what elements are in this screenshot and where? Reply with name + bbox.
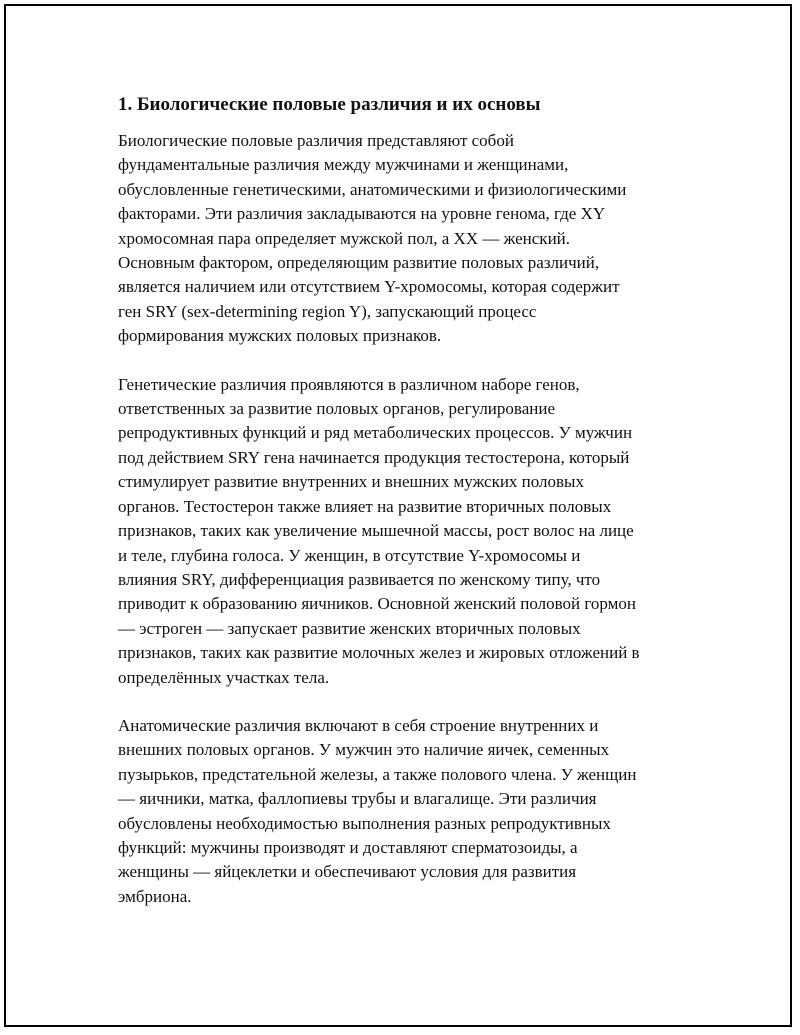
paragraph-3 (118, 714, 698, 909)
text-line: признаков, таких как развитие молочных желез и жировых отложений в (118, 643, 640, 663)
text-line: Анатомические различия включают в себя строение внутренних и (118, 715, 599, 735)
paragraph-2 (118, 373, 698, 690)
text-line: Биологические половые различия представляют собой (118, 131, 514, 150)
text-line: Генетические различия проявляются в различном наборе генов, (118, 374, 580, 394)
text-line: органов. Тестостерон также влияет на развитие вторичных половых (118, 496, 612, 516)
text-line: под действием SRY гена начинается продукция тестостерона, который (118, 447, 630, 467)
text-line: ген SRY (sex-determining region Y), запускающий процесс (118, 301, 537, 321)
text-line: формирования мужских половых признаков. (118, 326, 442, 346)
text-line: обусловленные генетическими, анатомическими и физиологическими (118, 179, 627, 199)
text-line: фундаментальные различия между мужчинами и женщинами, (118, 155, 569, 175)
text-line: — яичники, матка, фаллопиевы трубы и влагалище. Эти различия (118, 789, 597, 809)
text-line: хромосомная пара определяет мужской пол, а XX — женский. (118, 228, 571, 248)
text-line: и теле, глубина голоса. У женщин, в отсутствие Y-хромосомы и (118, 545, 581, 565)
text-line: эмбриона. (118, 886, 192, 906)
text-line: факторами. Эти различия закладываются на уровне генома, где XY (118, 204, 606, 224)
text-line: женщины — яйцеклетки и обеспечивают условия для развития (118, 862, 577, 882)
section-heading: 1. Биологические половые различия и их основы (118, 94, 541, 115)
paragraph-1 (118, 129, 698, 349)
text-line: внешних половых органов. У мужчин это наличие яичек, семенных (118, 740, 610, 760)
text-line: пузырьков, предстательной железы, а также полового члена. У женщин (118, 764, 637, 784)
text-line: ответственных за развитие половых органов, регулирование (118, 399, 555, 419)
text-line: признаков, таких как увеличение мышечной массы, рост волос на лице (118, 521, 634, 541)
text-line: Основным фактором, определяющим развитие половых различий, (118, 253, 600, 273)
text-line: функций: мужчины производят и доставляют сперматозоиды, а (118, 837, 578, 857)
text-line: — эстроген — запускает развитие женских вторичных половых (118, 618, 581, 638)
document-body (118, 92, 698, 933)
text-line: приводит к образованию яичников. Основной женский половой гормон (118, 594, 637, 614)
text-line: репродуктивных функций и ряд метаболических процессов. У мужчин (118, 423, 633, 443)
text-line: стимулирует развитие внутренних и внешних мужских половых (118, 472, 584, 492)
text-line: определённых участках тела. (118, 667, 330, 687)
text-line: влияния SRY, дифференциация развивается по женскому типу, что (118, 569, 601, 589)
text-line: является наличием или отсутствием Y-хромосомы, которая содержит (118, 277, 620, 297)
text-line: обусловлены необходимостью выполнения разных репродуктивных (118, 813, 611, 833)
